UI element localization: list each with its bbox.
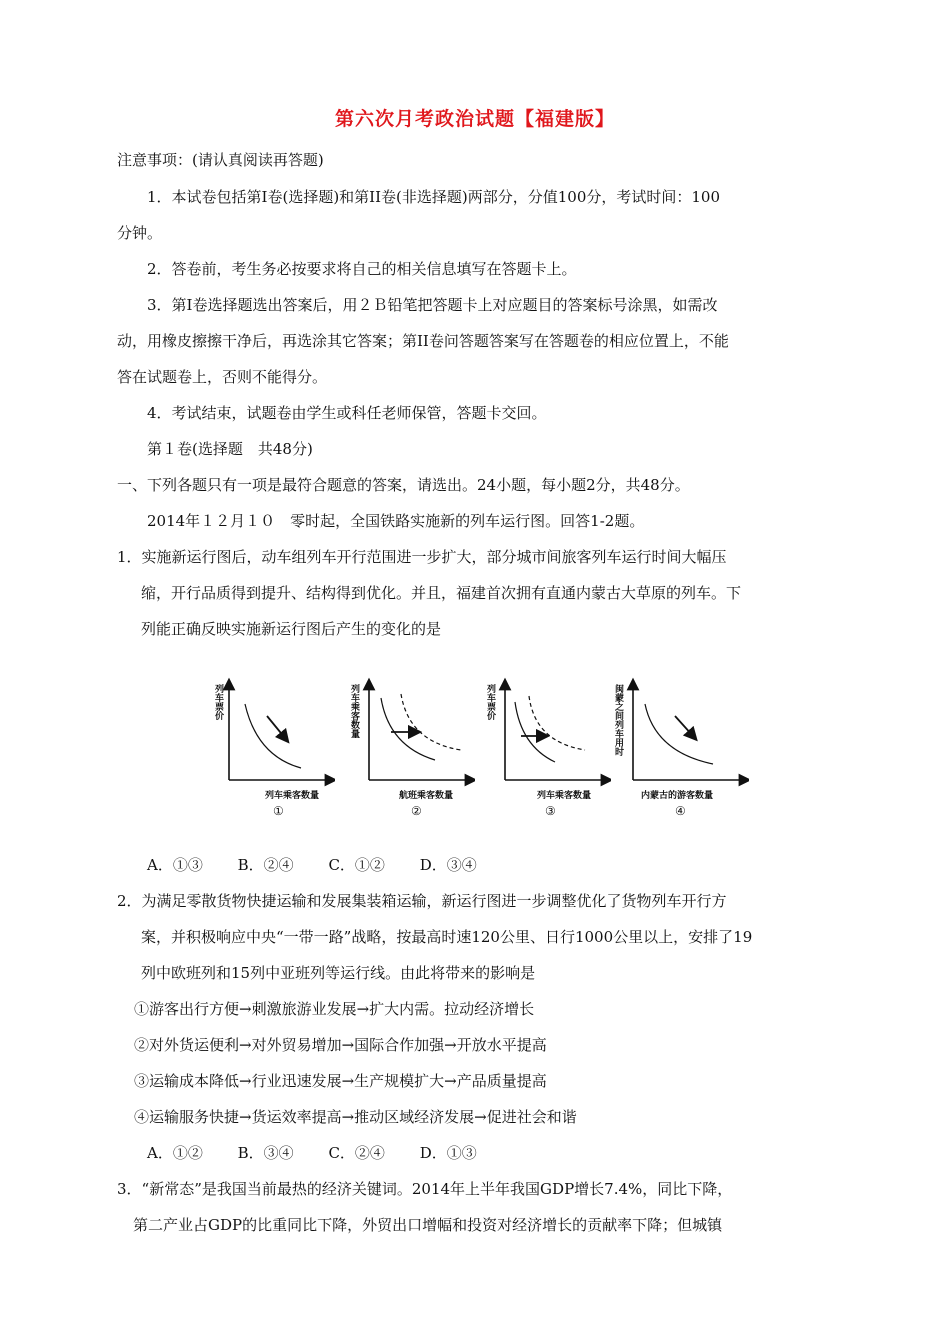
notice-item-4: 4．考试结束，试题卷由学生或科任老师保管，答题卡交回。	[147, 404, 547, 422]
notice-item-1: 1．本试卷包括第Ⅰ卷(选择题)和第II卷(非选择题)两部分，分值100分，考试时间：100	[147, 188, 720, 206]
graph-1-ylabel: 列车票价	[213, 684, 223, 720]
graph-4-number: ④	[675, 804, 686, 818]
q2-statement-3: ③运输成本降低→行业迅速发展→生产规模扩大→产品质量提高	[134, 1072, 547, 1090]
q2-text-line1: 2．为满足零散货物快捷运输和发展集装箱运输，新运行图进一步调整优化了货物列车开行方	[117, 892, 727, 910]
q2-statement-2: ②对外货运便利→对外贸易增加→国际合作加强→开放水平提高	[134, 1036, 547, 1054]
q1-options	[147, 855, 507, 875]
graph-3-xlabel: 列车乘客数量	[537, 791, 592, 801]
q1-option-a: A．①③	[147, 856, 203, 874]
q1-option-c: C．①②	[328, 856, 385, 874]
part-heading: 第１卷(选择题 共48分)	[147, 440, 313, 458]
notice-heading: 注意事项：(请认真阅读再答题)	[117, 151, 324, 169]
q1-text-line2: 缩，开行品质得到提升、结构得到优化。并且，福建首次拥有直通内蒙古大草原的列车。下	[141, 584, 742, 602]
graph-1-number: ①	[273, 804, 284, 818]
graph-2-plot	[345, 676, 475, 826]
q1-option-b: B．②④	[237, 856, 294, 874]
graph-4-xlabel: 内蒙古的游客数量	[641, 791, 714, 801]
q3-text-line2: 第二产业占GDP的比重同比下降，外贸出口增幅和投资对经济增长的贡献率下降；但城镇	[133, 1216, 723, 1234]
graph-3-ylabel: 列车票价	[485, 684, 495, 720]
notice-item-3-cont2: 答在试题卷上，否则不能得分。	[117, 368, 328, 386]
q1-text-line1: 1．实施新运行图后，动车组列车开行范围进一步扩大，部分城市间旅客列车运行时间大幅压	[117, 548, 727, 566]
notice-item-3: 3．第Ⅰ卷选择题选出答案后，用２Ｂ铅笔把答题卡上对应题目的答案标号涂黑，如需改	[147, 296, 718, 314]
graph-3-number: ③	[545, 804, 556, 818]
graph-2-ylabel: 列车乘客数量	[349, 684, 359, 738]
q1-graph-group	[205, 676, 745, 826]
graph-3	[481, 676, 611, 826]
question-intro: 2014年１２月１０ 零时起，全国铁路实施新的列车运行图。回答1-2题。	[147, 512, 645, 530]
notice-item-1-cont: 分钟。	[117, 224, 163, 242]
exam-title: 第六次月考政治试题【福建版】	[334, 108, 615, 130]
q2-option-b: B．③④	[237, 1144, 294, 1162]
q2-text-line3: 列中欧班列和15列中亚班列等运行线。由此将带来的影响是	[141, 964, 536, 982]
q1-option-d: D．③④	[419, 856, 477, 874]
q2-statement-4: ④运输服务快捷→货运效率提高→推动区域经济发展→促进社会和谐	[134, 1108, 577, 1126]
q1-text-line3: 列能正确反映实施新运行图后产生的变化的是	[141, 620, 442, 638]
section-heading: 一、下列各题只有一项是最符合题意的答案，请选出。24小题，每小题2分，共48分。	[117, 476, 690, 494]
q2-statement-1: ①游客出行方便→刺激旅游业发展→扩大内需。拉动经济增长	[134, 1000, 535, 1018]
graph-4	[609, 676, 739, 826]
q3-text-line1: 3．“新常态”是我国当前最热的经济关键词。2014年上半年我国GDP增长7.4%，同比下降，	[117, 1180, 733, 1198]
graph-4-ylabel: 闽蒙之间列车用时	[613, 684, 623, 756]
q2-option-a: A．①②	[147, 1144, 203, 1162]
graph-1-plot	[205, 676, 335, 826]
graph-1-xlabel: 列车乘客数量	[265, 791, 320, 801]
q2-options	[147, 1143, 507, 1163]
notice-item-3-cont1: 动，用橡皮擦擦干净后，再选涂其它答案；第II卷问答题答案写在答题卷的相应位置上，不能	[117, 332, 729, 350]
graph-1	[205, 676, 335, 826]
q2-option-c: C．②④	[328, 1144, 385, 1162]
notice-item-2: 2．答卷前，考生务必按要求将自己的相关信息填写在答题卡上。	[147, 260, 577, 278]
q2-option-d: D．①③	[419, 1144, 477, 1162]
q2-text-line2: 案，并积极响应中央“一带一路”战略，按最高时速120公里、日行1000公里以上，安排了19	[141, 928, 753, 946]
graph-2-number: ②	[411, 804, 422, 818]
graph-2	[345, 676, 475, 826]
graph-2-xlabel: 航班乘客数量	[399, 791, 454, 801]
